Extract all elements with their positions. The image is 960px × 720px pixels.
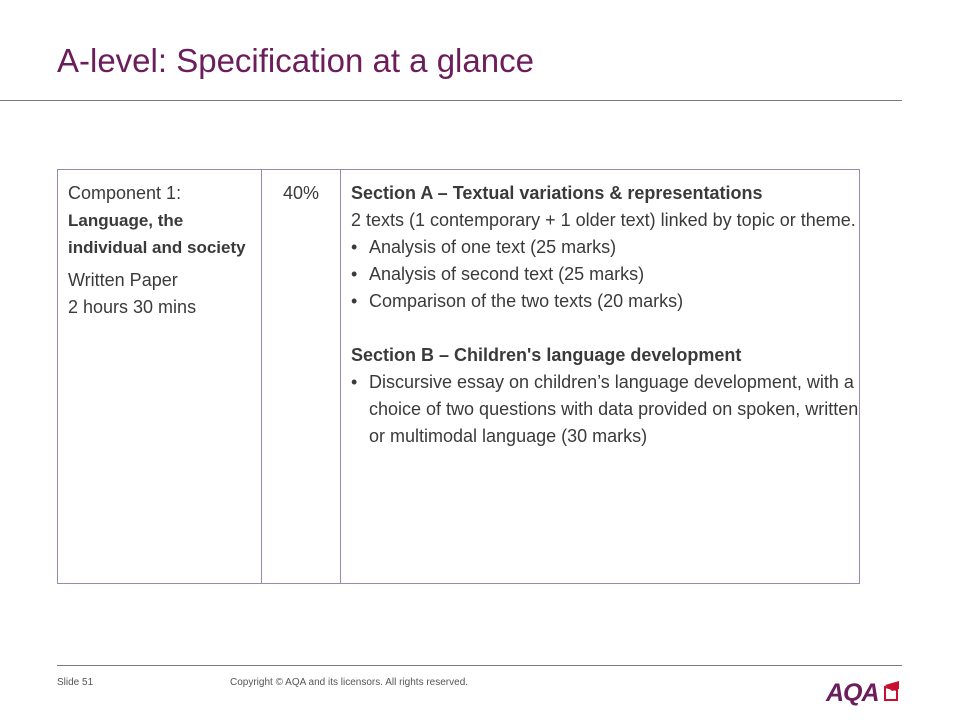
logo-mark-icon xyxy=(882,681,902,701)
list-item xyxy=(351,234,859,261)
table-row xyxy=(58,170,860,584)
weighting-value: 40% xyxy=(282,183,320,203)
list-item xyxy=(351,261,859,288)
list-item xyxy=(351,369,859,450)
list-item-text: Analysis of one text (25 marks) xyxy=(369,237,617,257)
bullet-icon: • xyxy=(351,237,358,257)
section-b-list xyxy=(351,369,859,450)
logo-text: AQA xyxy=(826,679,879,707)
component-label: Component 1: xyxy=(68,183,182,203)
section-a-list xyxy=(351,234,859,315)
list-item xyxy=(351,288,859,315)
slide-number: Slide 51 xyxy=(57,677,94,688)
paper-duration: 2 hours 30 mins xyxy=(68,297,197,317)
list-item-text: Discursive essay on children’s language development, with a choice of two questions with data provided on spoken, written or multimodal language (30 marks) xyxy=(369,372,859,446)
specification-table xyxy=(57,169,860,584)
section-b-heading: Section B – Children's language development xyxy=(351,345,742,365)
weighting-cell xyxy=(262,170,341,584)
bullet-icon: • xyxy=(351,264,358,284)
list-item-text: Analysis of second text (25 marks) xyxy=(369,264,645,284)
component-name: Language, the individual and society xyxy=(68,211,246,257)
footer-divider xyxy=(57,665,902,666)
page-title: A-level: Specification at a glance xyxy=(57,42,534,79)
copyright-notice: Copyright © AQA and its licensors. All rights reserved. xyxy=(230,677,469,688)
aqa-logo xyxy=(826,681,906,707)
paper-type: Written Paper xyxy=(68,270,178,290)
section-a-intro: 2 texts (1 contemporary + 1 older text) linked by topic or theme. xyxy=(351,210,856,230)
component-cell xyxy=(58,170,262,584)
title-divider xyxy=(0,100,902,101)
bullet-icon: • xyxy=(351,372,358,392)
list-item-text: Comparison of the two texts (20 marks) xyxy=(369,291,684,311)
bullet-icon: • xyxy=(351,291,358,311)
section-a-heading: Section A – Textual variations & representations xyxy=(351,183,763,203)
content-cell xyxy=(341,170,860,584)
